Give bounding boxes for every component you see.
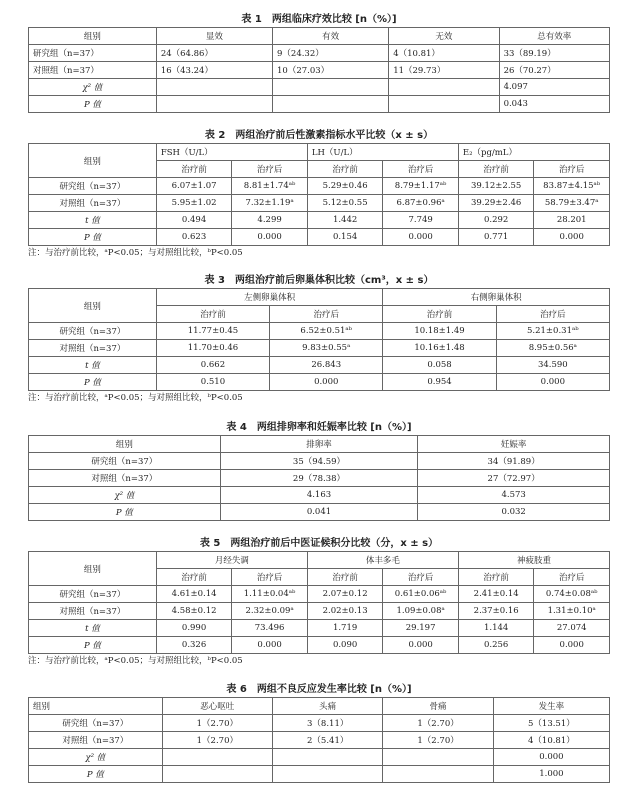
table-3-note: 注：与治疗前比较，ᵃP<0.05；与对照组比较，ᵇP<0.05 bbox=[28, 393, 243, 403]
row-label: 研究组（n=37） bbox=[29, 323, 157, 340]
table-1 bbox=[28, 12, 610, 113]
table-5-grid bbox=[28, 551, 610, 654]
header-cell: 组别 bbox=[29, 552, 157, 586]
header-cell: 治疗前 bbox=[458, 161, 534, 178]
cell: 24（64.86） bbox=[156, 45, 272, 62]
table-4-grid bbox=[28, 435, 610, 521]
cell: 1.000 bbox=[493, 766, 609, 783]
table-6 bbox=[28, 682, 610, 783]
cell: 4.097 bbox=[499, 79, 609, 96]
cell: 6.07±1.07 bbox=[156, 178, 232, 195]
cell: 9.83±0.55ᵃ bbox=[270, 340, 383, 357]
table-row bbox=[29, 436, 610, 453]
header-cell: 治疗后 bbox=[383, 569, 459, 586]
cell: 3（8.11） bbox=[273, 715, 383, 732]
table-row bbox=[29, 323, 610, 340]
cell: 33（89.19） bbox=[499, 45, 609, 62]
row-label: χ² 值 bbox=[29, 79, 157, 96]
cell: 2（5.41） bbox=[273, 732, 383, 749]
table-5-note: 注：与治疗前比较，ᵃP<0.05；与对照组比较，ᵇP<0.05 bbox=[28, 656, 243, 666]
table-row bbox=[29, 374, 610, 391]
cell: 0.510 bbox=[156, 374, 269, 391]
table-row bbox=[29, 453, 610, 470]
header-cell: 治疗前 bbox=[307, 161, 383, 178]
cell: 0.154 bbox=[307, 229, 383, 246]
table-1-caption: 表 1 两组临床疗效比较 [n（%）] bbox=[241, 14, 397, 25]
table-row bbox=[29, 79, 610, 96]
header-cell: 治疗后 bbox=[534, 161, 610, 178]
cell: 0.771 bbox=[458, 229, 534, 246]
row-label: 对照组（n=37） bbox=[29, 603, 157, 620]
table-2-caption: 表 2 两组治疗前后性激素指标水平比较（x ± s） bbox=[204, 130, 434, 141]
cell: 29.197 bbox=[383, 620, 459, 637]
cell: 73.496 bbox=[232, 620, 308, 637]
cell: 5.29±0.46 bbox=[307, 178, 383, 195]
cell: 11.77±0.45 bbox=[156, 323, 269, 340]
cell: 4（10.81） bbox=[493, 732, 609, 749]
table-row bbox=[29, 487, 610, 504]
row-label: t 值 bbox=[29, 620, 157, 637]
table-2-note: 注：与治疗前比较，ᵃP<0.05；与对照组比较，ᵇP<0.05 bbox=[28, 248, 243, 258]
header-cell: 组别 bbox=[29, 28, 157, 45]
row-label: P 值 bbox=[29, 96, 157, 113]
cell: 5.21±0.31ᵃᵇ bbox=[496, 323, 609, 340]
cell: 39.29±2.46 bbox=[458, 195, 534, 212]
header-cell: 治疗后 bbox=[383, 161, 459, 178]
table-3-caption: 表 3 两组治疗前后卵巢体积比较（cm³，x ± s） bbox=[204, 275, 434, 286]
cell: 29（78.38） bbox=[220, 470, 418, 487]
table-3 bbox=[28, 273, 610, 405]
cell: 6.87±0.96ᵃ bbox=[383, 195, 459, 212]
cell: 1.144 bbox=[458, 620, 534, 637]
row-label: 对照组（n=37） bbox=[29, 195, 157, 212]
table-row bbox=[29, 212, 610, 229]
header-cell: 治疗后 bbox=[232, 161, 308, 178]
cell: 26（70.27） bbox=[499, 62, 609, 79]
cell: 1.442 bbox=[307, 212, 383, 229]
cell: 4.61±0.14 bbox=[156, 586, 232, 603]
row-label: P 值 bbox=[29, 766, 163, 783]
cell bbox=[273, 96, 389, 113]
table-row bbox=[29, 766, 610, 783]
cell: 1.31±0.10ᵃ bbox=[534, 603, 610, 620]
header-cell: 月经失调 bbox=[156, 552, 307, 569]
header-cell: 治疗前 bbox=[156, 161, 232, 178]
row-label: 研究组（n=37） bbox=[29, 453, 221, 470]
row-label: χ² 值 bbox=[29, 487, 221, 504]
cell: 8.79±1.17ᵃᵇ bbox=[383, 178, 459, 195]
header-cell: 妊娠率 bbox=[418, 436, 610, 453]
cell: 1.09±0.08ᵃ bbox=[383, 603, 459, 620]
cell: 34（91.89） bbox=[418, 453, 610, 470]
header-cell: 头痛 bbox=[273, 698, 383, 715]
cell bbox=[389, 79, 499, 96]
table-row bbox=[29, 178, 610, 195]
cell: 2.07±0.12 bbox=[307, 586, 383, 603]
cell: 83.87±4.15ᵃᵇ bbox=[534, 178, 610, 195]
cell: 39.12±2.55 bbox=[458, 178, 534, 195]
row-label: 研究组（n=37） bbox=[29, 586, 157, 603]
cell: 0.000 bbox=[383, 637, 459, 654]
cell bbox=[156, 96, 272, 113]
table-row bbox=[29, 45, 610, 62]
header-cell: 总有效率 bbox=[499, 28, 609, 45]
table-row bbox=[29, 96, 610, 113]
cell: 7.749 bbox=[383, 212, 459, 229]
cell bbox=[162, 766, 272, 783]
table-2-grid bbox=[28, 143, 610, 246]
table-row bbox=[29, 195, 610, 212]
cell: 5.12±0.55 bbox=[307, 195, 383, 212]
cell: 4（10.81） bbox=[389, 45, 499, 62]
header-cell: 治疗前 bbox=[307, 569, 383, 586]
table-row bbox=[29, 289, 610, 306]
header-cell: 右侧卵巢体积 bbox=[383, 289, 610, 306]
cell: 0.494 bbox=[156, 212, 232, 229]
table-6-grid bbox=[28, 697, 610, 783]
cell: 28.201 bbox=[534, 212, 610, 229]
header-cell: 治疗后 bbox=[496, 306, 609, 323]
cell: 27.074 bbox=[534, 620, 610, 637]
row-label: χ² 值 bbox=[29, 749, 163, 766]
cell: 4.58±0.12 bbox=[156, 603, 232, 620]
cell: 34.590 bbox=[496, 357, 609, 374]
header-cell: 治疗前 bbox=[156, 306, 269, 323]
cell: 0.000 bbox=[493, 749, 609, 766]
cell: 0.000 bbox=[232, 229, 308, 246]
cell: 8.81±1.74ᵃᵇ bbox=[232, 178, 308, 195]
row-label: 研究组（n=37） bbox=[29, 45, 157, 62]
cell: 0.623 bbox=[156, 229, 232, 246]
table-row bbox=[29, 340, 610, 357]
table-row bbox=[29, 586, 610, 603]
cell: 0.990 bbox=[156, 620, 232, 637]
table-row bbox=[29, 504, 610, 521]
cell: 0.000 bbox=[232, 637, 308, 654]
cell: 0.043 bbox=[499, 96, 609, 113]
row-label: P 值 bbox=[29, 637, 157, 654]
table-row bbox=[29, 62, 610, 79]
header-cell: 神疲肢重 bbox=[458, 552, 609, 569]
cell: 0.000 bbox=[534, 637, 610, 654]
table-5 bbox=[28, 536, 610, 668]
cell: 0.041 bbox=[220, 504, 418, 521]
table-row bbox=[29, 552, 610, 569]
cell: 9（24.32） bbox=[273, 45, 389, 62]
header-cell: FSH（U/L） bbox=[156, 144, 307, 161]
cell bbox=[389, 96, 499, 113]
cell: 2.37±0.16 bbox=[458, 603, 534, 620]
cell: 27（72.97） bbox=[418, 470, 610, 487]
cell: 0.000 bbox=[270, 374, 383, 391]
cell bbox=[383, 749, 493, 766]
cell: 0.032 bbox=[418, 504, 610, 521]
cell bbox=[383, 766, 493, 783]
row-label: 对照组（n=37） bbox=[29, 470, 221, 487]
header-cell: 有效 bbox=[273, 28, 389, 45]
table-row bbox=[29, 698, 610, 715]
cell: 0.74±0.08ᵃᵇ bbox=[534, 586, 610, 603]
row-label: 对照组（n=37） bbox=[29, 732, 163, 749]
cell: 58.79±3.47ᵃ bbox=[534, 195, 610, 212]
header-cell: 治疗前 bbox=[458, 569, 534, 586]
table-row bbox=[29, 357, 610, 374]
header-cell: 治疗后 bbox=[534, 569, 610, 586]
cell: 0.61±0.06ᵃᵇ bbox=[383, 586, 459, 603]
header-cell: 组别 bbox=[29, 144, 157, 178]
cell: 0.326 bbox=[156, 637, 232, 654]
cell: 4.573 bbox=[418, 487, 610, 504]
cell: 4.299 bbox=[232, 212, 308, 229]
cell: 1.11±0.04ᵃᵇ bbox=[232, 586, 308, 603]
cell bbox=[273, 749, 383, 766]
cell: 5.95±1.02 bbox=[156, 195, 232, 212]
cell: 2.32±0.09ᵃ bbox=[232, 603, 308, 620]
header-cell: 组别 bbox=[29, 436, 221, 453]
header-cell: 治疗后 bbox=[270, 306, 383, 323]
cell: 1（2.70） bbox=[383, 715, 493, 732]
table-row bbox=[29, 637, 610, 654]
header-cell: LH（U/L） bbox=[307, 144, 458, 161]
cell: 0.292 bbox=[458, 212, 534, 229]
cell: 0.000 bbox=[496, 374, 609, 391]
cell: 1（2.70） bbox=[383, 732, 493, 749]
row-label: 对照组（n=37） bbox=[29, 62, 157, 79]
cell bbox=[273, 766, 383, 783]
cell: 16（43.24） bbox=[156, 62, 272, 79]
cell: 35（94.59） bbox=[220, 453, 418, 470]
cell bbox=[156, 79, 272, 96]
table-6-caption: 表 6 两组不良反应发生率比较 [n（%）] bbox=[226, 684, 412, 695]
table-row bbox=[29, 144, 610, 161]
header-cell: 显效 bbox=[156, 28, 272, 45]
row-label: P 值 bbox=[29, 504, 221, 521]
table-2 bbox=[28, 128, 610, 260]
row-label: P 值 bbox=[29, 374, 157, 391]
row-label: t 值 bbox=[29, 212, 157, 229]
cell: 0.662 bbox=[156, 357, 269, 374]
row-label: t 值 bbox=[29, 357, 157, 374]
header-cell: 骨痛 bbox=[383, 698, 493, 715]
cell: 4.163 bbox=[220, 487, 418, 504]
header-cell: 治疗后 bbox=[232, 569, 308, 586]
cell: 10（27.03） bbox=[273, 62, 389, 79]
header-cell: 排卵率 bbox=[220, 436, 418, 453]
cell: 0.000 bbox=[383, 229, 459, 246]
table-row bbox=[29, 732, 610, 749]
table-row bbox=[29, 715, 610, 732]
cell: 2.41±0.14 bbox=[458, 586, 534, 603]
cell: 5（13.51） bbox=[493, 715, 609, 732]
cell: 8.95±0.56ᵃ bbox=[496, 340, 609, 357]
header-cell: 恶心呕吐 bbox=[162, 698, 272, 715]
cell: 11.70±0.46 bbox=[156, 340, 269, 357]
header-cell: 治疗前 bbox=[383, 306, 496, 323]
cell: 11（29.73） bbox=[389, 62, 499, 79]
cell: 10.18±1.49 bbox=[383, 323, 496, 340]
header-cell: 无效 bbox=[389, 28, 499, 45]
row-label: P 值 bbox=[29, 229, 157, 246]
table-row bbox=[29, 749, 610, 766]
cell: 0.000 bbox=[534, 229, 610, 246]
cell: 1.719 bbox=[307, 620, 383, 637]
table-row bbox=[29, 620, 610, 637]
row-label: 对照组（n=37） bbox=[29, 340, 157, 357]
cell: 2.02±0.13 bbox=[307, 603, 383, 620]
table-row bbox=[29, 28, 610, 45]
table-4 bbox=[28, 420, 610, 521]
header-cell: 组别 bbox=[29, 289, 157, 323]
cell: 0.058 bbox=[383, 357, 496, 374]
table-row bbox=[29, 603, 610, 620]
cell: 6.52±0.51ᵃᵇ bbox=[270, 323, 383, 340]
cell: 0.954 bbox=[383, 374, 496, 391]
cell: 0.090 bbox=[307, 637, 383, 654]
table-5-caption: 表 5 两组治疗前后中医证候积分比较（分，x ± s） bbox=[199, 538, 439, 549]
cell: 26.843 bbox=[270, 357, 383, 374]
cell bbox=[273, 79, 389, 96]
row-label: 研究组（n=37） bbox=[29, 178, 157, 195]
table-1-grid bbox=[28, 27, 610, 113]
cell: 1（2.70） bbox=[162, 715, 272, 732]
header-cell: 体丰多毛 bbox=[307, 552, 458, 569]
header-cell: E₂（pg/mL） bbox=[458, 144, 609, 161]
header-cell: 组别 bbox=[29, 698, 163, 715]
header-cell: 治疗前 bbox=[156, 569, 232, 586]
cell: 7.32±1.19ᵃ bbox=[232, 195, 308, 212]
table-row bbox=[29, 470, 610, 487]
header-cell: 发生率 bbox=[493, 698, 609, 715]
row-label: 研究组（n=37） bbox=[29, 715, 163, 732]
cell: 1（2.70） bbox=[162, 732, 272, 749]
header-cell: 左侧卵巢体积 bbox=[156, 289, 383, 306]
table-3-grid bbox=[28, 288, 610, 391]
cell bbox=[162, 749, 272, 766]
table-4-caption: 表 4 两组排卵率和妊娠率比较 [n（%）] bbox=[226, 422, 412, 433]
cell: 0.256 bbox=[458, 637, 534, 654]
cell: 10.16±1.48 bbox=[383, 340, 496, 357]
table-row bbox=[29, 229, 610, 246]
